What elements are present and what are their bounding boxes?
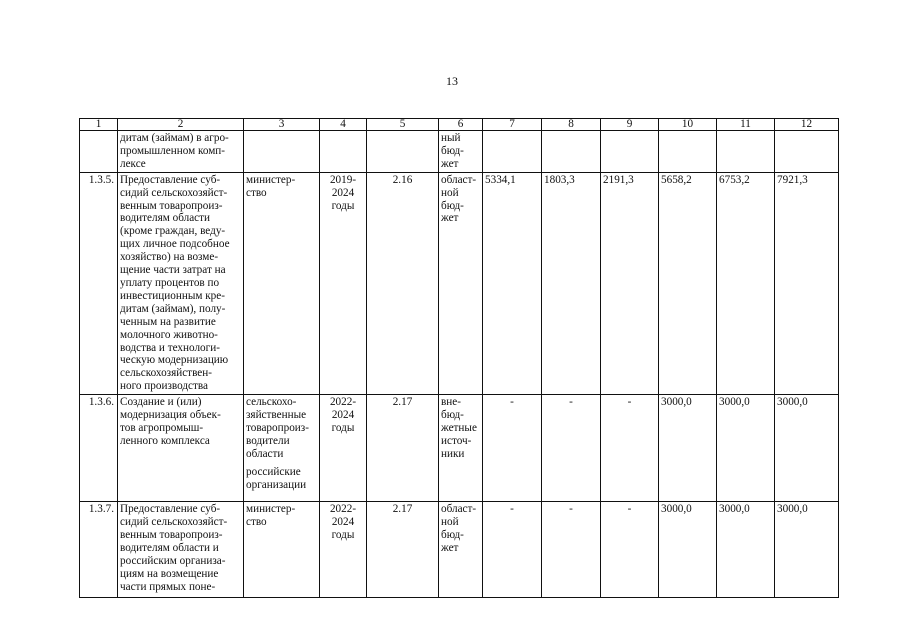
header-col-2: 2 [118, 119, 244, 131]
event-name-line: венным товаропроиз- [120, 199, 223, 212]
header-col-4: 4 [320, 119, 367, 131]
amount-cell-12: 3000,0 [775, 395, 839, 502]
row-number-cell [80, 131, 118, 173]
event-name-line: сидий сельскохозяйст- [120, 186, 228, 199]
table-body [80, 131, 839, 598]
table-row [80, 172, 839, 394]
funding-source-cell [439, 395, 483, 502]
period-line: годы [331, 528, 355, 541]
amount-cell-10: 3000,0 [659, 395, 717, 502]
executor-block [246, 174, 317, 200]
executor-cell [244, 131, 320, 173]
executor-block [246, 466, 317, 492]
table-row [80, 131, 839, 173]
event-name-line: ленного комплекса [120, 434, 210, 447]
funding-source-cell [439, 172, 483, 394]
header-col-9: 9 [601, 119, 659, 131]
header-col-3: 3 [244, 119, 320, 131]
executor-line: водители [246, 434, 290, 447]
funding-source-line: област- [441, 503, 477, 516]
header-col-1: 1 [80, 119, 118, 131]
amount-cell-11: 3000,0 [717, 502, 775, 598]
funding-source-line: област- [441, 173, 477, 186]
event-name-line: промышленном комп- [120, 144, 225, 157]
period-line: 2022- [329, 396, 357, 409]
event-name-cell [118, 172, 244, 394]
amount-cell-12: 7921,3 [775, 172, 839, 394]
event-name-line: российским организа- [120, 554, 226, 567]
indicator-cell: 2.17 [367, 502, 439, 598]
event-name-cell [118, 131, 244, 173]
table-row [80, 395, 839, 502]
amount-cell-10: 5658,2 [659, 172, 717, 394]
amount-cell-7: - [483, 395, 542, 502]
period-line: годы [331, 421, 355, 434]
event-name-line: ченным на развитие [120, 315, 216, 328]
executor-line: ство [246, 516, 267, 529]
executor-line: организации [246, 478, 307, 491]
header-row [80, 119, 839, 131]
event-name-line: лексе [120, 157, 146, 170]
header-col-6: 6 [439, 119, 483, 131]
event-name-line: венным товаропроиз- [120, 528, 223, 541]
amount-cell-9: 2191,3 [601, 172, 659, 394]
event-name-line: водителям области [120, 212, 211, 225]
event-name-line: ческую модернизацию [120, 354, 229, 367]
executor-line: министер- [246, 503, 296, 516]
amount-cell-9: - [601, 502, 659, 598]
funding-source-line: источ- [441, 434, 472, 447]
header-col-8: 8 [542, 119, 601, 131]
funding-source-line: жетные [441, 421, 477, 434]
executor-line: товаропроиз- [246, 421, 309, 434]
executor-cell [244, 172, 320, 394]
executor-line: сельскохо- [246, 396, 297, 409]
period-line: годы [331, 199, 355, 212]
funding-source-cell [439, 502, 483, 598]
event-name-line: молочного животно- [120, 328, 218, 341]
header-col-10: 10 [659, 119, 717, 131]
executor-block [246, 396, 317, 461]
amount-cell-12 [775, 131, 839, 173]
event-name-line: (кроме граждан, веду- [120, 225, 226, 238]
header-col-7: 7 [483, 119, 542, 131]
funding-source-line: бюд- [441, 144, 464, 157]
executor-block [246, 503, 317, 529]
table-row [80, 502, 839, 598]
funding-source-line: ный [441, 132, 461, 144]
row-number-cell: 1.3.6. [80, 395, 118, 502]
period-cell [320, 502, 367, 598]
event-name-line: щих личное подсобное [120, 238, 230, 251]
period-line: 2024 [331, 186, 355, 199]
header-col-5: 5 [367, 119, 439, 131]
event-name-line: дитам (займам) в агро- [120, 132, 229, 144]
event-name-line: Создание и (или) [120, 396, 202, 409]
amount-cell-7: 5334,1 [483, 172, 542, 394]
event-name-line: дитам (займам), полу- [120, 302, 226, 315]
event-name-line: Предоставление суб- [120, 173, 221, 186]
period-cell [320, 131, 367, 173]
event-name-line: циям на возмещение [120, 567, 219, 580]
amount-cell-8: 1803,3 [542, 172, 601, 394]
funding-source-line: вне- [441, 396, 461, 409]
amount-cell-12: 3000,0 [775, 502, 839, 598]
indicator-cell [367, 131, 439, 173]
event-name-line: части прямых поне- [120, 580, 216, 593]
funding-source-line: ной [441, 186, 459, 199]
executor-cell [244, 502, 320, 598]
period-cell [320, 172, 367, 394]
amount-cell-11 [717, 131, 775, 173]
funding-source-line: жет [441, 212, 459, 225]
amount-cell-8: - [542, 395, 601, 502]
event-name-line: водителям области и [120, 541, 219, 554]
event-name-line: щение части затрат на [120, 264, 226, 277]
amount-cell-8: - [542, 502, 601, 598]
amount-cell-11: 3000,0 [717, 395, 775, 502]
amount-cell-10: 3000,0 [659, 502, 717, 598]
event-name-line: модернизация объек- [120, 409, 221, 422]
funding-source-cell [439, 131, 483, 173]
period-line: 2022- [329, 503, 357, 516]
executor-line: ство [246, 186, 267, 199]
page-number: 13 [446, 74, 458, 88]
event-name-line: Предоставление суб- [120, 503, 221, 516]
funding-source-line: бюд- [441, 528, 464, 541]
funding-source-line: жет [441, 541, 459, 554]
amount-cell-11: 6753,2 [717, 172, 775, 394]
period-line: 2019- [329, 173, 357, 186]
header-col-12: 12 [775, 119, 839, 131]
event-name-line: водства и технологи- [120, 341, 220, 354]
event-name-line: инвестиционным кре- [120, 289, 225, 302]
funding-source-line: бюд- [441, 199, 464, 212]
event-name-line: сельскохозяйствен- [120, 367, 212, 380]
event-name-cell [118, 395, 244, 502]
program-table [79, 118, 839, 598]
period-line: 2024 [331, 516, 355, 529]
funding-source-line: ной [441, 516, 459, 529]
amount-cell-7: - [483, 502, 542, 598]
amount-cell-8 [542, 131, 601, 173]
period-line: 2024 [331, 409, 355, 422]
executor-line: российские [246, 465, 301, 478]
event-name-line: сидий сельскохозяйст- [120, 516, 228, 529]
executor-line: министер- [246, 173, 296, 186]
amount-cell-9 [601, 131, 659, 173]
executor-cell [244, 395, 320, 502]
amount-cell-10 [659, 131, 717, 173]
row-number-cell: 1.3.7. [80, 502, 118, 598]
event-name-line: хозяйство) на возме- [120, 251, 219, 264]
funding-source-line: бюд- [441, 409, 464, 422]
amount-cell-7 [483, 131, 542, 173]
event-name-line: уплату процентов по [120, 276, 220, 289]
executor-line: зяйственные [246, 409, 307, 422]
funding-source-line: жет [441, 157, 459, 170]
event-name-line: тов агропромыш- [120, 421, 204, 434]
funding-source-line: ники [441, 447, 465, 460]
event-name-line: ного производства [120, 380, 208, 393]
header-col-11: 11 [717, 119, 775, 131]
period-cell [320, 395, 367, 502]
executor-line: области [246, 447, 284, 460]
event-name-cell [118, 502, 244, 598]
indicator-cell: 2.17 [367, 395, 439, 502]
row-number-cell: 1.3.5. [80, 172, 118, 394]
amount-cell-9: - [601, 395, 659, 502]
indicator-cell: 2.16 [367, 172, 439, 394]
